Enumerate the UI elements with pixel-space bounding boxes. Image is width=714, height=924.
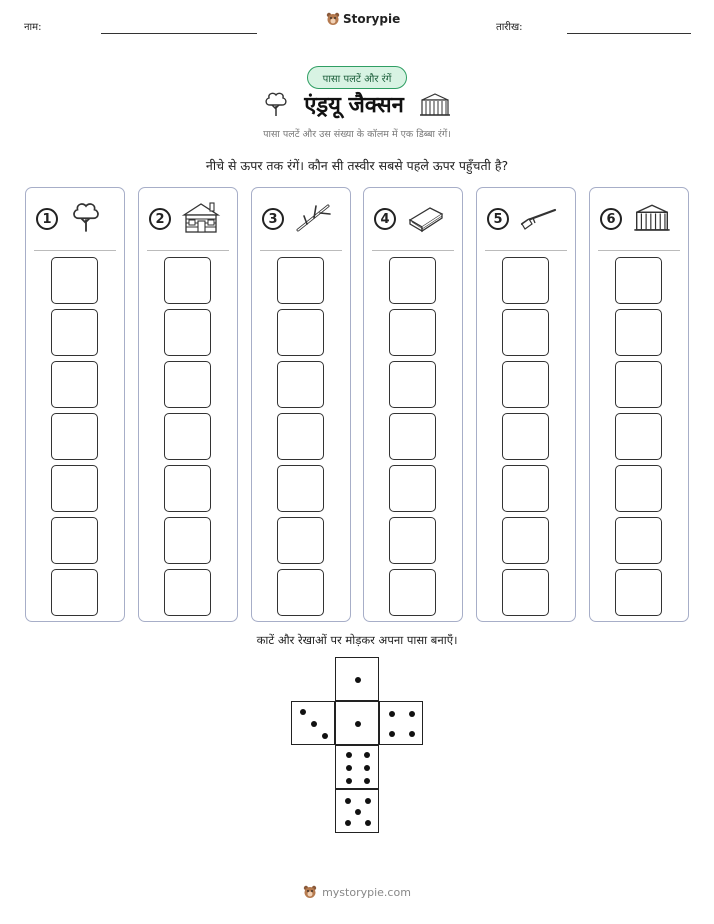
die-pip (322, 733, 328, 739)
column-header (487, 200, 559, 238)
die-pip (355, 677, 361, 683)
die-pip (364, 752, 370, 758)
color-box[interactable] (164, 517, 211, 564)
column-number: 3 (262, 208, 284, 230)
die-pip (311, 721, 317, 727)
color-box[interactable] (502, 361, 549, 408)
color-box[interactable] (51, 465, 98, 512)
date-line (567, 33, 691, 34)
die-pip (346, 778, 352, 784)
color-box[interactable] (164, 465, 211, 512)
book-icon (406, 200, 446, 238)
dice-column-3 (251, 187, 351, 622)
color-box[interactable] (277, 517, 324, 564)
color-box[interactable] (502, 569, 549, 616)
column-header (149, 200, 221, 238)
color-box[interactable] (389, 413, 436, 460)
brand-name: Storypie (343, 12, 401, 26)
color-box[interactable] (502, 517, 549, 564)
column-divider (598, 250, 680, 251)
column-header (600, 200, 672, 238)
color-box[interactable] (51, 413, 98, 460)
footer-site: mystorypie.com (322, 885, 411, 899)
die-face-3 (291, 701, 335, 745)
tree-icon (68, 200, 104, 238)
color-box[interactable] (389, 309, 436, 356)
bear-icon (303, 885, 317, 899)
die-pip (409, 731, 415, 737)
die-pip (389, 731, 395, 737)
color-box[interactable] (615, 361, 662, 408)
die-pip (355, 721, 361, 727)
die-pip (355, 809, 361, 815)
color-box[interactable] (502, 465, 549, 512)
die-face-6 (335, 745, 379, 789)
column-header (262, 200, 334, 238)
date-label: तारीख: (496, 22, 523, 33)
color-box[interactable] (164, 569, 211, 616)
column-number: 4 (374, 208, 396, 230)
column-number: 1 (36, 208, 58, 230)
musket-icon (519, 200, 559, 238)
die-instruction: काटें और रेखाओं पर मोड़कर अपना पासा बनाएँ। (256, 633, 458, 647)
page-title: एंड्रयू जैक्सन (304, 93, 404, 118)
name-line (101, 33, 257, 34)
tree-icon (262, 90, 290, 118)
color-box[interactable] (502, 257, 549, 304)
page-subtitle: पासा पलटें और उस संख्या के कॉलम में एक डिब्बा रंगें। (263, 129, 451, 140)
color-box[interactable] (389, 517, 436, 564)
color-box[interactable] (389, 569, 436, 616)
activity-badge: पासा पलटें और रंगें (307, 66, 407, 89)
color-box[interactable] (277, 569, 324, 616)
white-house-icon (418, 91, 452, 117)
column-header (36, 200, 104, 238)
color-box[interactable] (277, 413, 324, 460)
color-box[interactable] (389, 465, 436, 512)
die-pip (346, 752, 352, 758)
die-pip (409, 711, 415, 717)
color-box[interactable] (51, 309, 98, 356)
die-pip (389, 711, 395, 717)
column-divider (485, 250, 567, 251)
color-box[interactable] (277, 465, 324, 512)
die-pip (364, 765, 370, 771)
log-cabin-icon (181, 200, 221, 238)
color-box[interactable] (277, 257, 324, 304)
color-box[interactable] (502, 309, 549, 356)
die-face-1 (335, 657, 379, 701)
column-divider (147, 250, 229, 251)
white-house-icon (632, 200, 672, 238)
bear-icon (326, 12, 340, 26)
color-box[interactable] (277, 361, 324, 408)
column-number: 6 (600, 208, 622, 230)
die-face-1 (335, 701, 379, 745)
dice-column-6 (589, 187, 689, 622)
color-box[interactable] (389, 257, 436, 304)
color-box[interactable] (277, 309, 324, 356)
die-pip (345, 798, 351, 804)
column-number: 2 (149, 208, 171, 230)
color-box[interactable] (164, 413, 211, 460)
brand-logo (326, 12, 400, 26)
column-header (374, 200, 446, 238)
color-box[interactable] (164, 257, 211, 304)
die-pip (365, 798, 371, 804)
color-box[interactable] (615, 465, 662, 512)
die-pip (364, 778, 370, 784)
color-box[interactable] (502, 413, 549, 460)
die-face-5 (335, 789, 379, 833)
column-divider (260, 250, 342, 251)
die-pip (365, 820, 371, 826)
column-number: 5 (487, 208, 509, 230)
die-face-4 (379, 701, 423, 745)
color-box[interactable] (615, 517, 662, 564)
color-box[interactable] (51, 569, 98, 616)
color-box[interactable] (51, 517, 98, 564)
color-box[interactable] (615, 569, 662, 616)
dice-column-4 (363, 187, 463, 622)
dice-column-2 (138, 187, 238, 622)
color-box[interactable] (615, 257, 662, 304)
color-box[interactable] (389, 361, 436, 408)
name-label: नाम: (24, 22, 42, 33)
die-pip (345, 820, 351, 826)
footer (0, 885, 714, 899)
instruction-text: नीचे से ऊपर तक रंगें। कौन सी तस्वीर सबसे पहले ऊपर पहुँचती है? (205, 158, 509, 173)
die-pip (346, 765, 352, 771)
color-box[interactable] (615, 309, 662, 356)
branch-icon (294, 200, 334, 238)
column-divider (372, 250, 454, 251)
column-divider (34, 250, 116, 251)
color-box[interactable] (615, 413, 662, 460)
dice-column-1 (25, 187, 125, 622)
dice-column-5 (476, 187, 576, 622)
color-box[interactable] (164, 309, 211, 356)
color-box[interactable] (51, 257, 98, 304)
color-box[interactable] (51, 361, 98, 408)
color-box[interactable] (164, 361, 211, 408)
die-pip (300, 709, 306, 715)
